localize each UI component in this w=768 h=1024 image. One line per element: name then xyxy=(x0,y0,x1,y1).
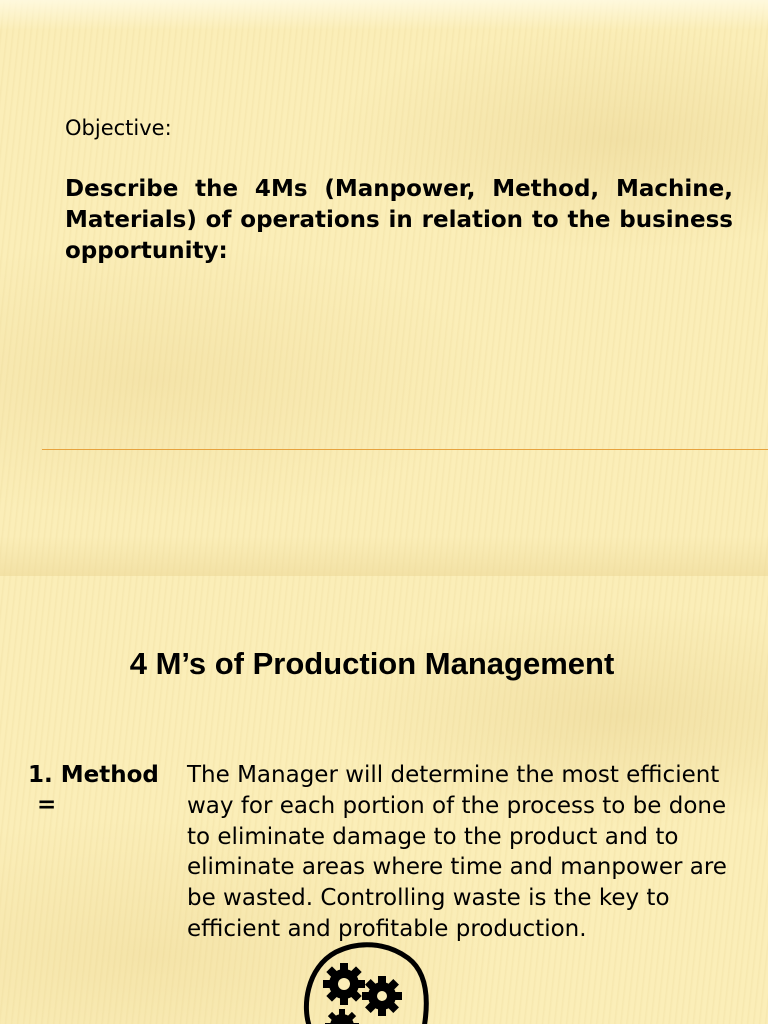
method-equals: = xyxy=(37,792,57,818)
objective-label: Objective: xyxy=(65,116,172,140)
method-label: 1. Method xyxy=(28,762,159,788)
gear-small-icon xyxy=(325,1009,359,1024)
objective-text: Describe the 4Ms (Manpower, Method, Machine, Materials) of operations in relation to the business opportunity: xyxy=(65,176,733,264)
gear-large-icon xyxy=(323,963,365,1005)
gear-medium-icon xyxy=(362,976,402,1016)
method-description: The Manager will determine the most efficient way for each portion of the process to be done to eliminate damage to the product and to eliminate areas where time and manpower are be wasted. Controlling waste is the key to efficient and profitable production. xyxy=(187,762,727,942)
head-gears-icon xyxy=(296,938,438,1024)
slide-4ms xyxy=(0,576,768,1024)
slide-title: 4 M’s of Production Management xyxy=(129,646,615,681)
accent-divider-line xyxy=(42,449,768,450)
